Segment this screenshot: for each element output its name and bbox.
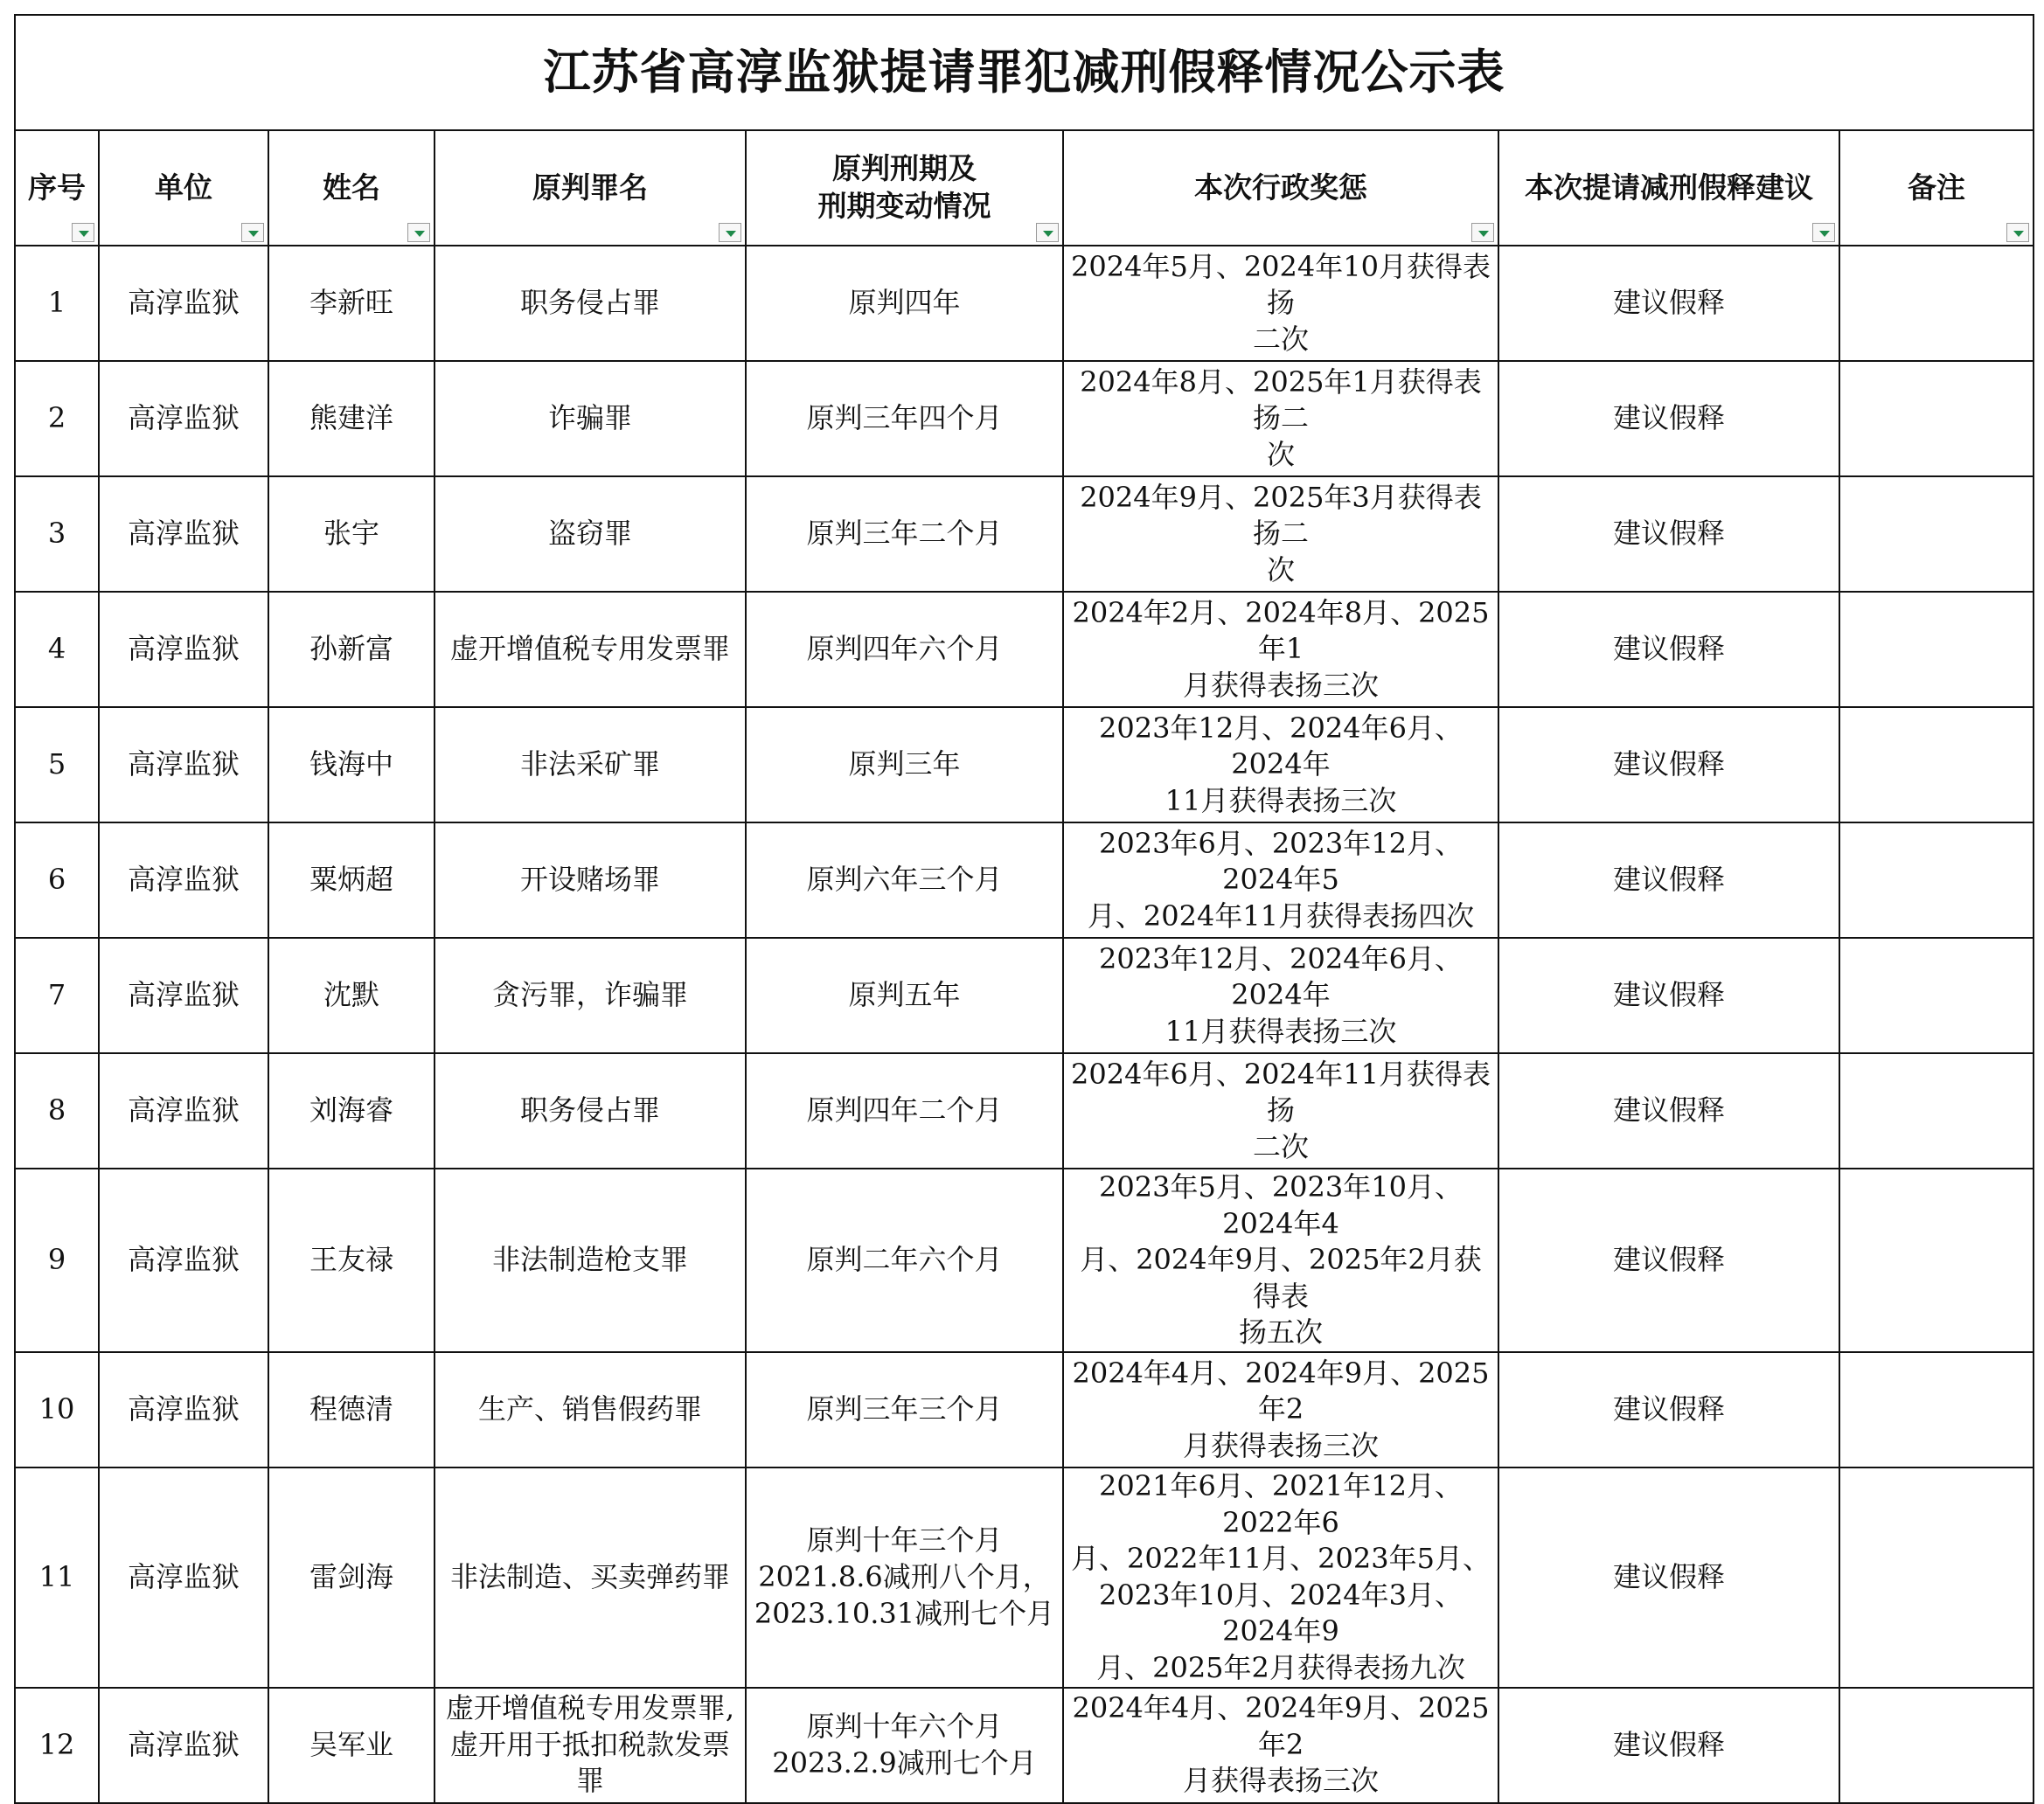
cell-proposal[interactable]: 建议假释 — [1498, 1688, 1839, 1803]
table-row — [15, 1688, 2034, 1803]
cell-reward[interactable] — [1063, 938, 1498, 1053]
header-reward-label: 本次行政奖惩 — [1194, 170, 1367, 205]
cell-reward-line: 2023年10月、2024年3月、2024年9 — [1099, 1578, 1463, 1648]
cell-remark[interactable] — [1839, 822, 2034, 938]
cell-crime[interactable] — [435, 361, 746, 476]
cell-reward-line: 次 — [1266, 437, 1295, 471]
cell-unit[interactable]: 高淳监狱 — [99, 592, 268, 707]
header-crime-label: 原判罪名 — [532, 170, 648, 205]
cell-reward[interactable] — [1063, 592, 1498, 707]
header-sentence — [746, 130, 1063, 246]
cell-crime-line: 诈骗罪 — [547, 401, 632, 435]
cell-crime-line: 职务侵占罪 — [519, 286, 660, 320]
cell-proposal[interactable]: 建议假释 — [1498, 476, 1839, 592]
table-row — [15, 1352, 2034, 1467]
cell-sentence[interactable] — [746, 592, 1063, 707]
cell-sentence-line: 原判四年六个月 — [806, 632, 1003, 666]
cell-reward-line: 月获得表扬三次 — [1182, 1764, 1379, 1798]
cell-reward-line: 11月获得表扬三次 — [1165, 783, 1397, 817]
cell-name[interactable]: 李新旺 — [268, 246, 435, 361]
cell-sentence[interactable] — [746, 246, 1063, 361]
cell-crime-line: 虚开增值税专用发票罪, — [445, 1691, 735, 1725]
table-row — [15, 1467, 2034, 1688]
cell-unit[interactable]: 高淳监狱 — [99, 822, 268, 938]
cell-crime[interactable] — [435, 707, 746, 822]
cell-reward[interactable] — [1063, 822, 1498, 938]
filter-dropdown-icon[interactable] — [241, 223, 264, 242]
cell-crime[interactable] — [435, 1053, 746, 1169]
cell-reward[interactable] — [1063, 1053, 1498, 1169]
table-row — [15, 938, 2034, 1053]
cell-sentence-line: 原判十年三个月 — [806, 1523, 1003, 1558]
cell-remark[interactable] — [1839, 1053, 2034, 1169]
cell-name[interactable]: 粟炳超 — [268, 822, 435, 938]
cell-reward-line: 2023年12月、2024年6月、2024年 — [1099, 711, 1463, 781]
cell-reward-line: 2024年2月、2024年8月、2025年1 — [1072, 595, 1490, 666]
cell-crime-line: 虚开用于抵扣税款发票 — [449, 1727, 730, 1761]
cell-crime[interactable] — [435, 938, 746, 1053]
cell-reward-line: 11月获得表扬三次 — [1165, 1014, 1397, 1048]
cell-unit[interactable]: 高淳监狱 — [99, 1053, 268, 1169]
cell-proposal[interactable]: 建议假释 — [1498, 822, 1839, 938]
cell-sentence[interactable] — [746, 1352, 1063, 1467]
cell-remark[interactable] — [1839, 592, 2034, 707]
cell-reward-line: 扬五次 — [1238, 1315, 1323, 1350]
cell-unit[interactable]: 高淳监狱 — [99, 1352, 268, 1467]
cell-reward-line: 月获得表扬三次 — [1182, 1428, 1379, 1462]
header-crime — [435, 130, 746, 246]
cell-unit[interactable]: 高淳监狱 — [99, 476, 268, 592]
table-row — [15, 822, 2034, 938]
cell-seq[interactable]: 8 — [15, 1053, 99, 1169]
cell-reward-line: 月、2024年9月、2025年2月获得表 — [1080, 1243, 1482, 1313]
cell-remark[interactable] — [1839, 938, 2034, 1053]
cell-proposal[interactable]: 建议假释 — [1498, 938, 1839, 1053]
cell-crime-line: 虚开增值税专用发票罪 — [449, 632, 730, 666]
cell-name[interactable]: 程德清 — [268, 1352, 435, 1467]
cell-crime-line: 贪污罪，诈骗罪 — [491, 978, 688, 1012]
cell-seq[interactable]: 7 — [15, 938, 99, 1053]
cell-seq[interactable]: 11 — [15, 1467, 99, 1688]
cell-reward-line: 2024年5月、2024年10月获得表扬 — [1071, 249, 1491, 320]
filter-dropdown-icon[interactable] — [719, 223, 741, 242]
cell-crime-line: 非法采矿罪 — [519, 747, 660, 781]
cell-name[interactable]: 张宇 — [268, 476, 435, 592]
cell-reward[interactable] — [1063, 707, 1498, 822]
cell-name[interactable]: 刘海睿 — [268, 1053, 435, 1169]
table-row — [15, 361, 2034, 476]
cell-sentence[interactable] — [746, 1053, 1063, 1169]
header-unit-label: 单位 — [155, 170, 212, 205]
cell-crime[interactable] — [435, 1688, 746, 1803]
table-row — [15, 1053, 2034, 1169]
cell-reward-line: 二次 — [1252, 1129, 1309, 1163]
cell-crime-line: 生产、销售假药罪 — [477, 1392, 702, 1426]
cell-reward-line: 次 — [1266, 552, 1295, 586]
cell-remark[interactable] — [1839, 1688, 2034, 1803]
cell-reward-line: 2024年4月、2024年9月、2025年2 — [1072, 1691, 1490, 1761]
cell-proposal[interactable]: 建议假释 — [1498, 246, 1839, 361]
header-row — [15, 130, 2034, 246]
cell-remark[interactable] — [1839, 1467, 2034, 1688]
cell-unit[interactable]: 高淳监狱 — [99, 246, 268, 361]
header-name — [268, 130, 435, 246]
cell-name[interactable]: 吴军业 — [268, 1688, 435, 1803]
cell-remark[interactable] — [1839, 707, 2034, 822]
cell-sentence-line: 原判三年二个月 — [806, 517, 1003, 551]
cell-remark[interactable] — [1839, 1352, 2034, 1467]
cell-reward-line: 2024年4月、2024年9月、2025年2 — [1072, 1356, 1490, 1426]
header-reward — [1063, 130, 1498, 246]
cell-unit[interactable]: 高淳监狱 — [99, 1467, 268, 1688]
cell-sentence[interactable] — [746, 361, 1063, 476]
filter-dropdown-icon[interactable] — [407, 223, 430, 242]
cell-sentence[interactable] — [746, 1467, 1063, 1688]
cell-proposal[interactable]: 建议假释 — [1498, 592, 1839, 707]
cell-remark[interactable] — [1839, 476, 2034, 592]
cell-crime[interactable] — [435, 476, 746, 592]
cell-crime[interactable] — [435, 592, 746, 707]
cell-sentence-line: 原判五年 — [848, 978, 961, 1012]
table-row — [15, 1169, 2034, 1352]
cell-reward-line: 2024年9月、2025年3月获得表扬二 — [1080, 480, 1482, 551]
cell-reward-line: 2024年6月、2024年11月获得表扬 — [1071, 1057, 1491, 1128]
filter-dropdown-icon[interactable] — [1471, 223, 1494, 242]
cell-unit[interactable]: 高淳监狱 — [99, 707, 268, 822]
cell-reward[interactable] — [1063, 246, 1498, 361]
cell-unit[interactable]: 高淳监狱 — [99, 1169, 268, 1352]
spreadsheet — [14, 14, 2033, 1804]
cell-crime-line: 罪 — [575, 1764, 604, 1798]
cell-name[interactable]: 雷剑海 — [268, 1467, 435, 1688]
cell-sentence-line: 2023.2.9减刑七个月 — [772, 1745, 1037, 1780]
cell-sentence[interactable] — [746, 1169, 1063, 1352]
header-seq-label: 序号 — [28, 170, 86, 205]
cell-crime-line: 盗窃罪 — [547, 517, 632, 551]
cell-crime-line: 职务侵占罪 — [519, 1093, 660, 1128]
cell-seq[interactable]: 12 — [15, 1688, 99, 1803]
cell-sentence[interactable] — [746, 476, 1063, 592]
cell-seq[interactable]: 6 — [15, 822, 99, 938]
header-remark — [1839, 130, 2034, 246]
cell-sentence-line: 2023.10.31减刑七个月 — [754, 1596, 1055, 1630]
cell-name[interactable]: 孙新富 — [268, 592, 435, 707]
cell-seq[interactable]: 3 — [15, 476, 99, 592]
cell-name[interactable]: 钱海中 — [268, 707, 435, 822]
cell-sentence[interactable] — [746, 707, 1063, 822]
cell-sentence[interactable] — [746, 938, 1063, 1053]
cell-proposal[interactable]: 建议假释 — [1498, 1169, 1839, 1352]
cell-sentence-line: 原判六年三个月 — [806, 863, 1003, 897]
cell-sentence-line: 原判四年二个月 — [806, 1093, 1003, 1128]
cell-reward-line: 月、2025年2月获得表扬九次 — [1096, 1650, 1465, 1684]
cell-reward-line: 2023年12月、2024年6月、2024年 — [1099, 941, 1463, 1012]
cell-sentence-line: 2021.8.6减刑八个月， — [758, 1559, 1051, 1593]
header-seq — [15, 130, 99, 246]
header-unit — [99, 130, 268, 246]
page-title: 江苏省高淳监狱提请罪犯减刑假释情况公示表 — [15, 15, 2034, 130]
title-row — [15, 15, 2034, 130]
cell-unit[interactable]: 高淳监狱 — [99, 938, 268, 1053]
cell-name[interactable]: 沈默 — [268, 938, 435, 1053]
cell-crime[interactable] — [435, 1352, 746, 1467]
cell-reward[interactable] — [1063, 1352, 1498, 1467]
header-proposal — [1498, 130, 1839, 246]
cell-reward[interactable] — [1063, 476, 1498, 592]
cell-unit[interactable]: 高淳监狱 — [99, 361, 268, 476]
cell-remark[interactable] — [1839, 361, 2034, 476]
cell-crime-line: 非法制造枪支罪 — [491, 1243, 688, 1277]
cell-reward[interactable] — [1063, 1169, 1498, 1352]
cell-reward-line: 2024年8月、2025年1月获得表扬二 — [1080, 364, 1482, 435]
cell-crime[interactable] — [435, 822, 746, 938]
cell-crime[interactable] — [435, 1169, 746, 1352]
filter-dropdown-icon[interactable] — [1036, 223, 1059, 242]
cell-name[interactable]: 王友禄 — [268, 1169, 435, 1352]
cell-sentence-line: 原判十年六个月 — [806, 1709, 1003, 1743]
cell-sentence-line: 原判四年 — [848, 286, 961, 320]
cell-reward-line: 2023年5月、2023年10月、2024年4 — [1099, 1170, 1463, 1240]
cell-proposal[interactable]: 建议假释 — [1498, 707, 1839, 822]
cell-reward-line: 2023年6月、2023年12月、2024年5 — [1099, 826, 1463, 897]
cell-proposal[interactable]: 建议假释 — [1498, 361, 1839, 476]
cell-seq[interactable]: 4 — [15, 592, 99, 707]
cell-reward[interactable] — [1063, 1467, 1498, 1688]
cell-unit[interactable]: 高淳监狱 — [99, 1688, 268, 1803]
header-name-label: 姓名 — [323, 170, 380, 205]
cell-sentence-line: 原判三年三个月 — [806, 1392, 1003, 1426]
cell-seq[interactable]: 9 — [15, 1169, 99, 1352]
cell-remark[interactable] — [1839, 1169, 2034, 1352]
cell-reward[interactable] — [1063, 361, 1498, 476]
cell-sentence-line: 原判三年四个月 — [806, 401, 1003, 435]
cell-reward-line: 二次 — [1252, 322, 1309, 356]
header-proposal-label: 本次提请减刑假释建议 — [1525, 170, 1813, 205]
header-sentence-line1: 原判刑期及 — [832, 151, 977, 186]
cell-crime[interactable] — [435, 1467, 746, 1688]
cell-reward-line: 月、2022年11月、2023年5月、 — [1071, 1542, 1491, 1576]
filter-dropdown-icon[interactable] — [1812, 223, 1835, 242]
cell-proposal[interactable]: 建议假释 — [1498, 1352, 1839, 1467]
cell-remark[interactable] — [1839, 246, 2034, 361]
cell-seq[interactable]: 1 — [15, 246, 99, 361]
cell-crime-line: 开设赌场罪 — [519, 863, 660, 897]
table-row — [15, 246, 2034, 361]
cell-reward-line: 月、2024年11月获得表扬四次 — [1087, 899, 1475, 933]
header-sentence-line2: 刑期变动情况 — [817, 189, 991, 223]
cell-reward-line: 2021年6月、2021年12月、2022年6 — [1099, 1468, 1463, 1539]
cell-sentence-line: 原判二年六个月 — [806, 1243, 1003, 1277]
cell-sentence-line: 原判三年 — [848, 747, 961, 781]
table-row — [15, 592, 2034, 707]
cell-crime[interactable] — [435, 246, 746, 361]
table-row — [15, 476, 2034, 592]
cell-name[interactable]: 熊建洋 — [268, 361, 435, 476]
cell-seq[interactable]: 2 — [15, 361, 99, 476]
filter-dropdown-icon[interactable] — [72, 223, 94, 242]
cell-crime-line: 非法制造、买卖弹药罪 — [449, 1559, 730, 1593]
cell-sentence[interactable] — [746, 822, 1063, 938]
header-remark-label: 备注 — [1908, 170, 1965, 205]
cell-reward[interactable] — [1063, 1688, 1498, 1803]
table-row — [15, 707, 2034, 822]
cell-reward-line: 月获得表扬三次 — [1182, 668, 1379, 702]
filter-dropdown-icon[interactable] — [2006, 223, 2029, 242]
cell-proposal[interactable]: 建议假释 — [1498, 1467, 1839, 1688]
cell-sentence[interactable] — [746, 1688, 1063, 1803]
cell-seq[interactable]: 10 — [15, 1352, 99, 1467]
commutation-parole-table — [14, 14, 2034, 1804]
cell-proposal[interactable]: 建议假释 — [1498, 1053, 1839, 1169]
cell-seq[interactable]: 5 — [15, 707, 99, 822]
